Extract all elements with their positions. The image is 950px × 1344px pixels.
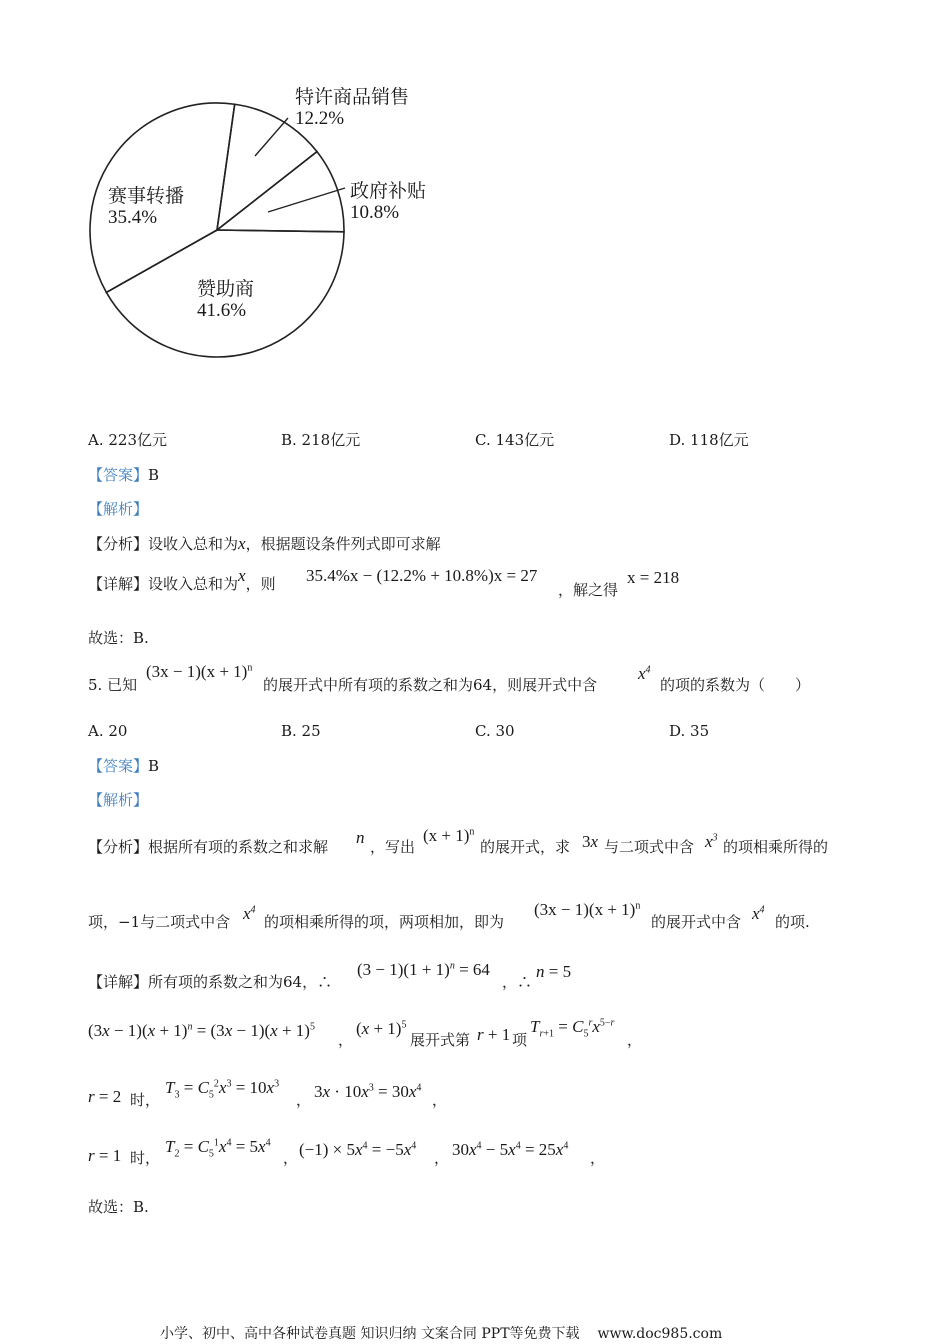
q5-expr-1: $(3x - 1)(x + 1)^n$ xyxy=(146,662,253,681)
q5-answer-label: 【答案】 xyxy=(88,757,149,775)
q5-answer-value: B xyxy=(148,757,160,775)
leader-line-tesu xyxy=(255,118,288,156)
q5-t3: $T_3 = C_5^2x^3 = 10x^3$ xyxy=(165,1078,280,1101)
q4-equation: 35.4%x − (12.2% + 10.8%)x = 27 xyxy=(306,566,538,585)
q5-sum: $30x^4 - 5x^4 = 25x^4$ xyxy=(452,1140,569,1159)
q4-result: x = 218 xyxy=(627,568,680,587)
q4-fenxi-label: 【分析】 xyxy=(88,535,149,553)
q5-option-d: D. 35 xyxy=(669,722,710,740)
q4-option-d: D. 118亿元 xyxy=(669,431,749,449)
footer-link[interactable]: www.doc985.com xyxy=(597,1326,723,1342)
pie-slice-zhengfu xyxy=(217,152,344,232)
pie-pct-zanzhu: 41.6% xyxy=(197,300,247,321)
q5-option-a: A. 20 xyxy=(88,722,128,740)
q4-solve-text: ，解之得 xyxy=(558,581,619,599)
pie-label-zanzhu: 赞助商 xyxy=(197,278,255,300)
q5-xiangjie-label: 【详解】 xyxy=(88,973,149,991)
footer xyxy=(160,1323,722,1343)
q4-xiangjie-label: 【详解】 xyxy=(88,575,149,593)
q4-option-a: A. 223亿元 xyxy=(88,431,167,449)
pie-label-zhuanbo: 赛事转播 xyxy=(108,185,185,207)
q5-x4-1: $x^4$ xyxy=(638,664,651,683)
q4-analysis-label: 【解析】 xyxy=(88,500,149,518)
pie-pct-zhengfu: 10.8% xyxy=(350,202,400,223)
leader-line-zhengfu xyxy=(268,188,345,212)
q4-xiangjie: 【详解】设收入总和为x，则 xyxy=(88,566,276,593)
q5-answer xyxy=(88,756,159,776)
q5-analysis-label: 【解析】 xyxy=(88,791,149,809)
q4-conclusion: 故选：B. xyxy=(88,629,149,647)
q5-general-term: $T_{r+1} = C_5^rx^{5-r}$ xyxy=(530,1017,615,1040)
q5-expansion-identity: $(3x - 1)(x + 1)^n = (3x - 1)(x + 1)^5$ xyxy=(88,1021,315,1040)
q4-fenxi: 【分析】设收入总和为x，根据题设条件列式即可求解 xyxy=(88,534,441,553)
q5-option-b: B. 25 xyxy=(281,722,321,740)
q5-stem-middle: 的展开式中所有项的系数之和为64，则展开式中含 xyxy=(263,676,598,694)
q5-t2: $T_2 = C_5^1x^4 = 5x^4$ xyxy=(165,1137,271,1160)
q5-conclusion: 故选：B. xyxy=(88,1198,149,1216)
q4-option-b: B. 218亿元 xyxy=(281,431,361,449)
q5-fenxi-label: 【分析】 xyxy=(88,838,149,856)
q5-option-c: C. 30 xyxy=(475,722,515,740)
q4-answer-value: B xyxy=(148,466,160,484)
pie-pct-tesu: 12.2% xyxy=(295,108,345,129)
q5-stem-start: 5. 已知 xyxy=(88,676,138,694)
pie-label-zhengfu: 政府补贴 xyxy=(350,180,427,202)
q5-xiangjie: 【详解】所有项的系数之和为64，∴ xyxy=(88,973,333,991)
footer-text: 小学、初中、高中各种试卷真题 知识归纳 文案合同 PPT等免费下载 xyxy=(160,1326,580,1342)
q4-option-c: C. 143亿元 xyxy=(475,431,555,449)
q4-answer xyxy=(88,465,159,485)
pie-pct-zhuanbo: 35.4% xyxy=(108,207,158,228)
q5-term-product-2: $(-1) \times 5x^4 = -5x^4$ xyxy=(299,1140,417,1159)
q5-stem-end: 的项的系数为（ ） xyxy=(660,676,811,694)
q5-fenxi-line1-a: 【分析】根据所有项的系数之和求解 xyxy=(88,838,329,856)
q5-term-product-1: $3x \cdot 10x^3 = 30x^4$ xyxy=(314,1082,422,1101)
q4-answer-label: 【答案】 xyxy=(88,466,149,484)
pie-label-tesu: 特许商品销售 xyxy=(295,86,410,108)
